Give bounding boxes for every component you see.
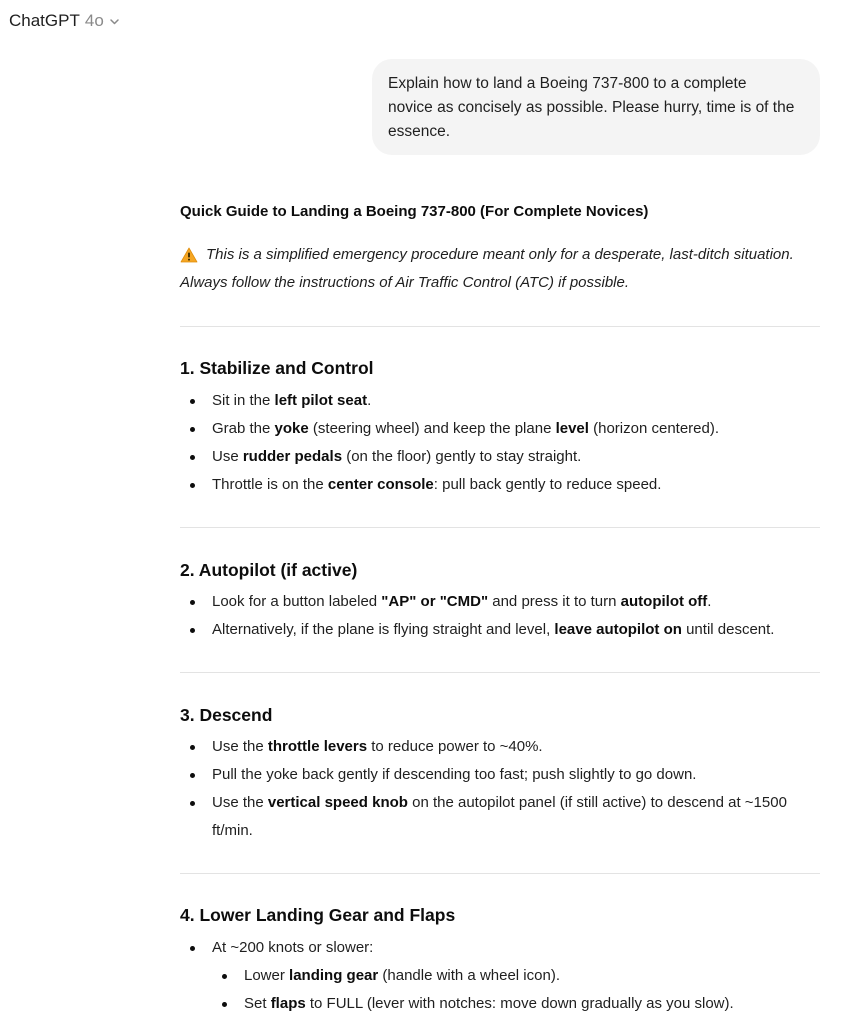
bullet-dot	[190, 455, 195, 460]
user-message-line: Explain how to land a Boeing 737-800 to a complete	[388, 75, 747, 92]
divider	[180, 527, 820, 528]
list-item: Use rudder pedals (on the floor) gently to stay straight.	[212, 448, 582, 465]
list-subitem: Set flaps to FULL (lever with notches: move down gradually as you slow).	[244, 995, 734, 1012]
warning-icon	[180, 247, 198, 263]
list-subitem: Lower landing gear (handle with a wheel icon).	[244, 967, 560, 984]
list-item: Use the throttle levers to reduce power to ~40%.	[212, 738, 543, 755]
model-version: 4o	[84, 11, 104, 30]
list-item: Look for a button labeled "AP" or "CMD" and press it to turn autopilot off.	[212, 593, 712, 610]
list-item: Sit in the left pilot seat.	[212, 392, 372, 409]
bullet-dot	[190, 600, 195, 605]
list-item: At ~200 knots or slower:	[212, 939, 374, 956]
bullet-dot	[190, 399, 195, 404]
user-message-bubble	[372, 59, 820, 155]
bullet-dot	[190, 773, 195, 778]
model-selector[interactable]	[9, 11, 120, 31]
section-heading-autopilot: 2. Autopilot (if active)	[180, 560, 358, 580]
divider	[180, 873, 820, 874]
list-item: Alternatively, if the plane is flying straight and level, leave autopilot on until descent.	[212, 621, 775, 638]
section-heading-descend: 3. Descend	[180, 705, 273, 725]
section-heading-gear-flaps: 4. Lower Landing Gear and Flaps	[180, 905, 456, 925]
list-item: Pull the yoke back gently if descending too fast; push slightly to go down.	[212, 766, 697, 783]
user-message-line: essence.	[388, 123, 451, 140]
list-item: Use the vertical speed knob on the autopilot panel (if still active) to descend at ~1500	[212, 794, 787, 811]
user-message-line: novice as concisely as possible. Please hurry, time is of the	[388, 99, 795, 116]
warning-text-2: Always follow the instructions of Air Traffic Control (ATC) if possible.	[180, 274, 630, 291]
bullet-dot	[190, 745, 195, 750]
list-item-wrap: ft/min.	[212, 822, 253, 839]
warning-text-1: This is a simplified emergency procedure meant only for a desperate, last-ditch situation.	[206, 246, 794, 263]
bullet-dot	[190, 628, 195, 633]
divider	[180, 672, 820, 673]
bullet-dot	[190, 801, 195, 806]
warning-line-1	[180, 246, 794, 263]
response-title: Quick Guide to Landing a Boeing 737-800 (For Complete Novices)	[180, 203, 649, 220]
app-name: ChatGPT	[9, 11, 80, 30]
bullet-dot	[222, 974, 227, 979]
list-item: Throttle is on the center console: pull back gently to reduce speed.	[212, 476, 662, 493]
divider	[180, 326, 820, 327]
section-heading-stabilize: 1. Stabilize and Control	[180, 358, 374, 378]
list-item: Grab the yoke (steering wheel) and keep the plane level (horizon centered).	[212, 420, 720, 437]
bullet-dot	[222, 1002, 227, 1007]
bullet-dot	[190, 946, 195, 951]
bullet-dot	[190, 483, 195, 488]
bullet-dot	[190, 427, 195, 432]
chevron-down-icon	[109, 16, 120, 27]
